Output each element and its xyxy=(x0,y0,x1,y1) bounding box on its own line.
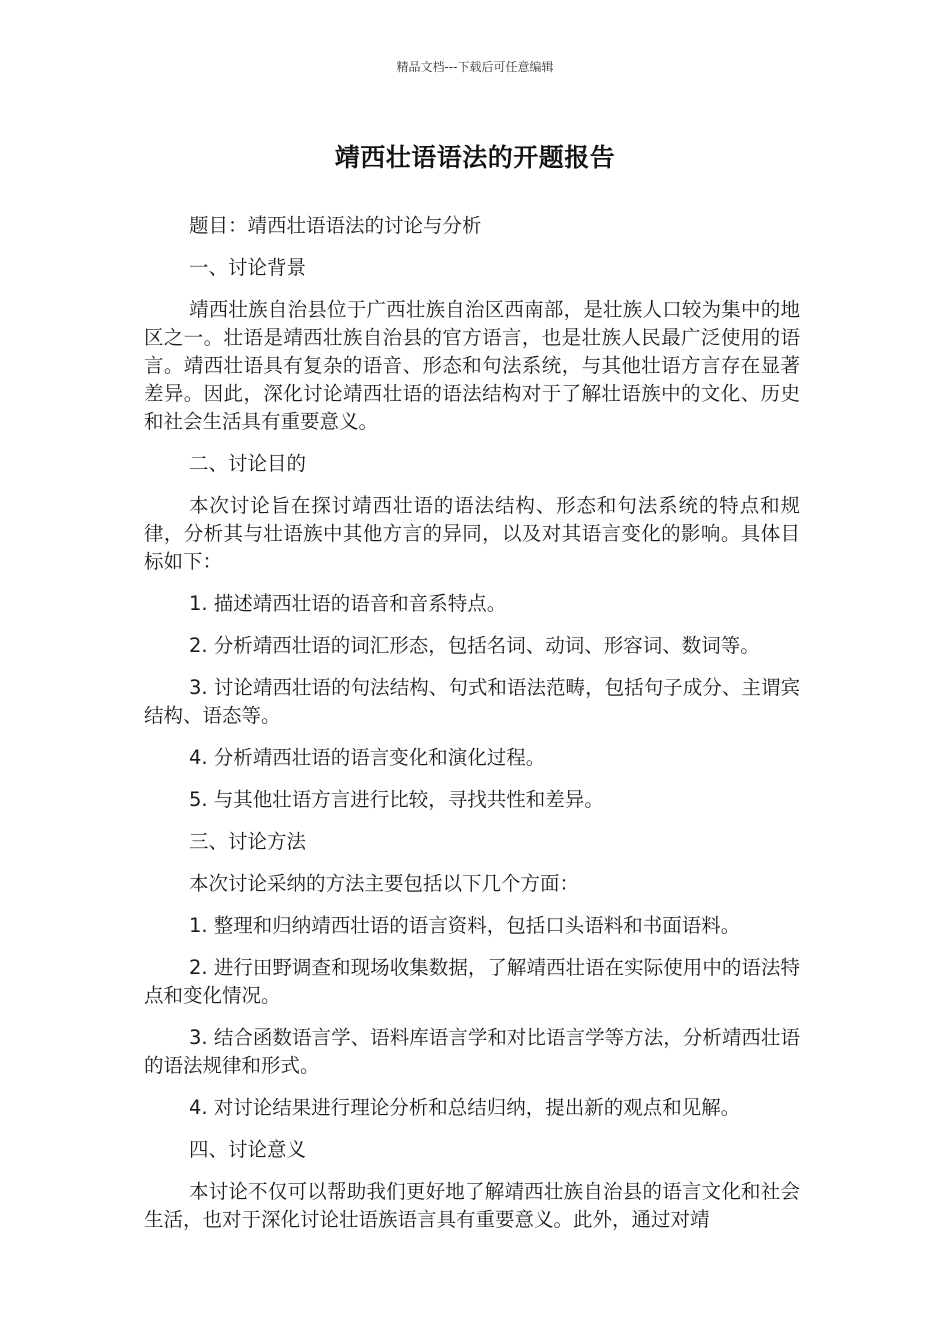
method-item-3: 3. 结合函数语言学、语料库语言学和对比语言学等方法，分析靖西壮语的语法规律和形式。 xyxy=(144,1026,800,1077)
purpose-item-4: 4. 分析靖西壮语的语言变化和演化过程。 xyxy=(189,746,546,769)
document-body xyxy=(144,212,800,1248)
method-item-1: 1. 整理和归纳靖西壮语的语言资料，包括口头语料和书面语料。 xyxy=(189,914,741,937)
method-item-4: 4. 对讨论结果进行理论分析和总结归纳，提出新的观点和见解。 xyxy=(189,1096,741,1119)
heading-purpose: 二、讨论目的 xyxy=(189,452,307,475)
purpose-item-3: 3. 讨论靖西壮语的句法结构、句式和语法范畴，包括句子成分、主谓宾结构、语态等。 xyxy=(144,676,800,727)
paragraph-background: 靖西壮族自治县位于广西壮族自治区西南部，是壮族人口较为集中的地区之一。壮语是靖西壮族自治县的官方语言，也是壮族人民最广泛使用的语言。靖西壮语具有复杂的语音、形态和句法系统，与其他壮语方言存在显著差异。因此，深化讨论靖西壮语的语法结构对于了解壮语族中的文化、历史和社会生活具有重要意义。 xyxy=(144,298,800,433)
document-title: 靖西壮语语法的开题报告 xyxy=(334,143,616,172)
paragraph-topic: 题目：靖西壮语语法的讨论与分析 xyxy=(189,214,482,237)
header-note: 精品文档---下载后可任意编辑 xyxy=(396,60,554,74)
purpose-item-2: 2. 分析靖西壮语的词汇形态，包括名词、动词、形容词、数词等。 xyxy=(189,634,760,657)
paragraph-purpose: 本次讨论旨在探讨靖西壮语的语法结构、形态和句法系统的特点和规律，分析其与壮语族中其他方言的异同，以及对其语言变化的影响。具体目标如下： xyxy=(144,494,800,573)
method-item-2: 2. 进行田野调查和现场收集数据，了解靖西壮语在实际使用中的语法特点和变化情况。 xyxy=(144,956,800,1007)
heading-background: 一、讨论背景 xyxy=(189,256,307,279)
heading-significance: 四、讨论意义 xyxy=(189,1138,307,1161)
purpose-item-5: 5. 与其他壮语方言进行比较，寻找共性和差异。 xyxy=(189,788,604,811)
paragraph-significance: 本讨论不仅可以帮助我们更好地了解靖西壮族自治县的语言文化和社会生活，也对于深化讨论壮语族语言具有重要意义。此外，通过对靖 xyxy=(144,1180,800,1231)
paragraph-method: 本次讨论采纳的方法主要包括以下几个方面： xyxy=(189,872,580,895)
purpose-item-1: 1. 描述靖西壮语的语音和音系特点。 xyxy=(189,592,507,615)
heading-method: 三、讨论方法 xyxy=(189,830,307,853)
